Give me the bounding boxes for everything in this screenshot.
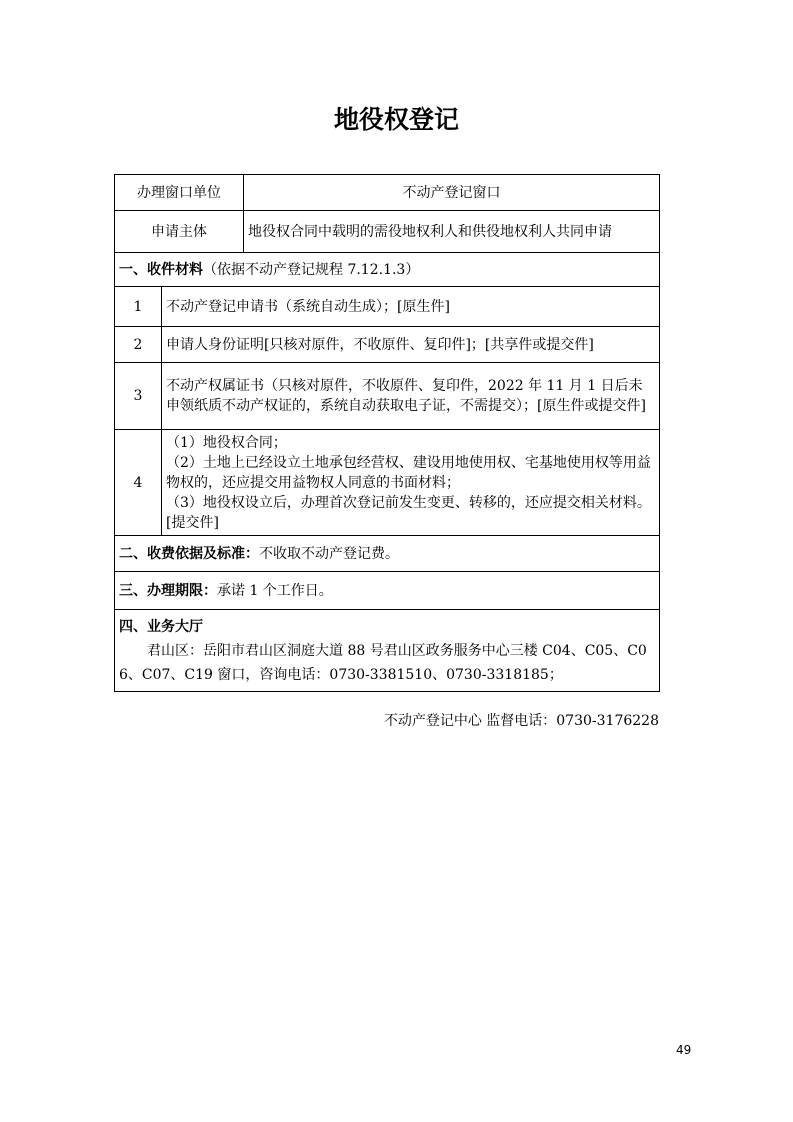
footer-contact: 不动产登记中心 监督电话：0730-3176228 xyxy=(383,713,659,729)
office-value: 不动产登记窗口 xyxy=(244,175,660,211)
material-text: 不动产权属证书（只核对原件，不收原件、复印件，2022 年 11 月 1 日后未申领纸质不动产权证的，系统自动获取电子证，不需提交）；[原生件或提交件] xyxy=(162,363,660,430)
section3-row xyxy=(115,572,660,610)
section4-row xyxy=(115,610,660,692)
info-table xyxy=(114,174,660,692)
material-text: 申请人身份证明[只核对原件，不收原件、复印件]；[共享件或提交件] xyxy=(162,327,660,363)
office-label: 办理窗口单位 xyxy=(115,175,244,211)
section2-heading: 二、收费依据及标准： xyxy=(119,545,259,562)
section3-heading: 三、办理期限： xyxy=(119,582,217,599)
applicant-label: 申请主体 xyxy=(115,211,244,253)
material-line: （1）地役权合同； xyxy=(166,434,287,451)
material-text: 不动产登记申请书（系统自动生成）；[原生件] xyxy=(162,287,660,327)
material-text xyxy=(162,430,660,536)
section2-cell xyxy=(115,536,660,572)
material-number: 3 xyxy=(115,363,162,430)
section3-text: 承诺 1 个工作日。 xyxy=(217,582,333,599)
office-row xyxy=(115,175,660,211)
material-number: 2 xyxy=(115,327,162,363)
section2-row xyxy=(115,536,660,572)
page-number: 49 xyxy=(676,1043,692,1057)
material-row xyxy=(115,327,660,363)
material-row xyxy=(115,430,660,536)
material-number: 1 xyxy=(115,287,162,327)
applicant-row xyxy=(115,211,660,253)
section1-note: （依据不动产登记规程 7.12.1.3） xyxy=(203,261,420,278)
material-row xyxy=(115,287,660,327)
applicant-value: 地役权合同中载明的需役地权利人和供役地权利人共同申请 xyxy=(244,211,660,253)
section3-cell xyxy=(115,572,660,610)
section2-text: 不收取不动产登记费。 xyxy=(259,545,399,562)
material-line: （2）土地上已经设立土地承包经营权、建设用地使用权、宅基地使用权等用益物权的，还应提交用益物权人同意的书面材料； xyxy=(166,454,651,491)
page-title: 地役权登记 xyxy=(333,105,459,134)
section1-row xyxy=(115,253,660,287)
section1-cell xyxy=(115,253,660,287)
material-line: （3）地役权设立后，办理首次登记前发生变更、转移的，还应提交相关材料。[提交件] xyxy=(166,494,651,531)
material-row xyxy=(115,363,660,430)
section1-heading: 一、收件材料 xyxy=(119,261,203,278)
material-number: 4 xyxy=(115,430,162,536)
section4-heading: 四、业务大厅 xyxy=(119,618,203,635)
section4-cell xyxy=(115,610,660,692)
section4-text: 君山区：岳阳市君山区洞庭大道 88 号君山区政务服务中心三楼 C04、C05、C06、C07、C19 窗口，咨询电话：0730-3381510、0730-3318185； xyxy=(119,642,647,683)
